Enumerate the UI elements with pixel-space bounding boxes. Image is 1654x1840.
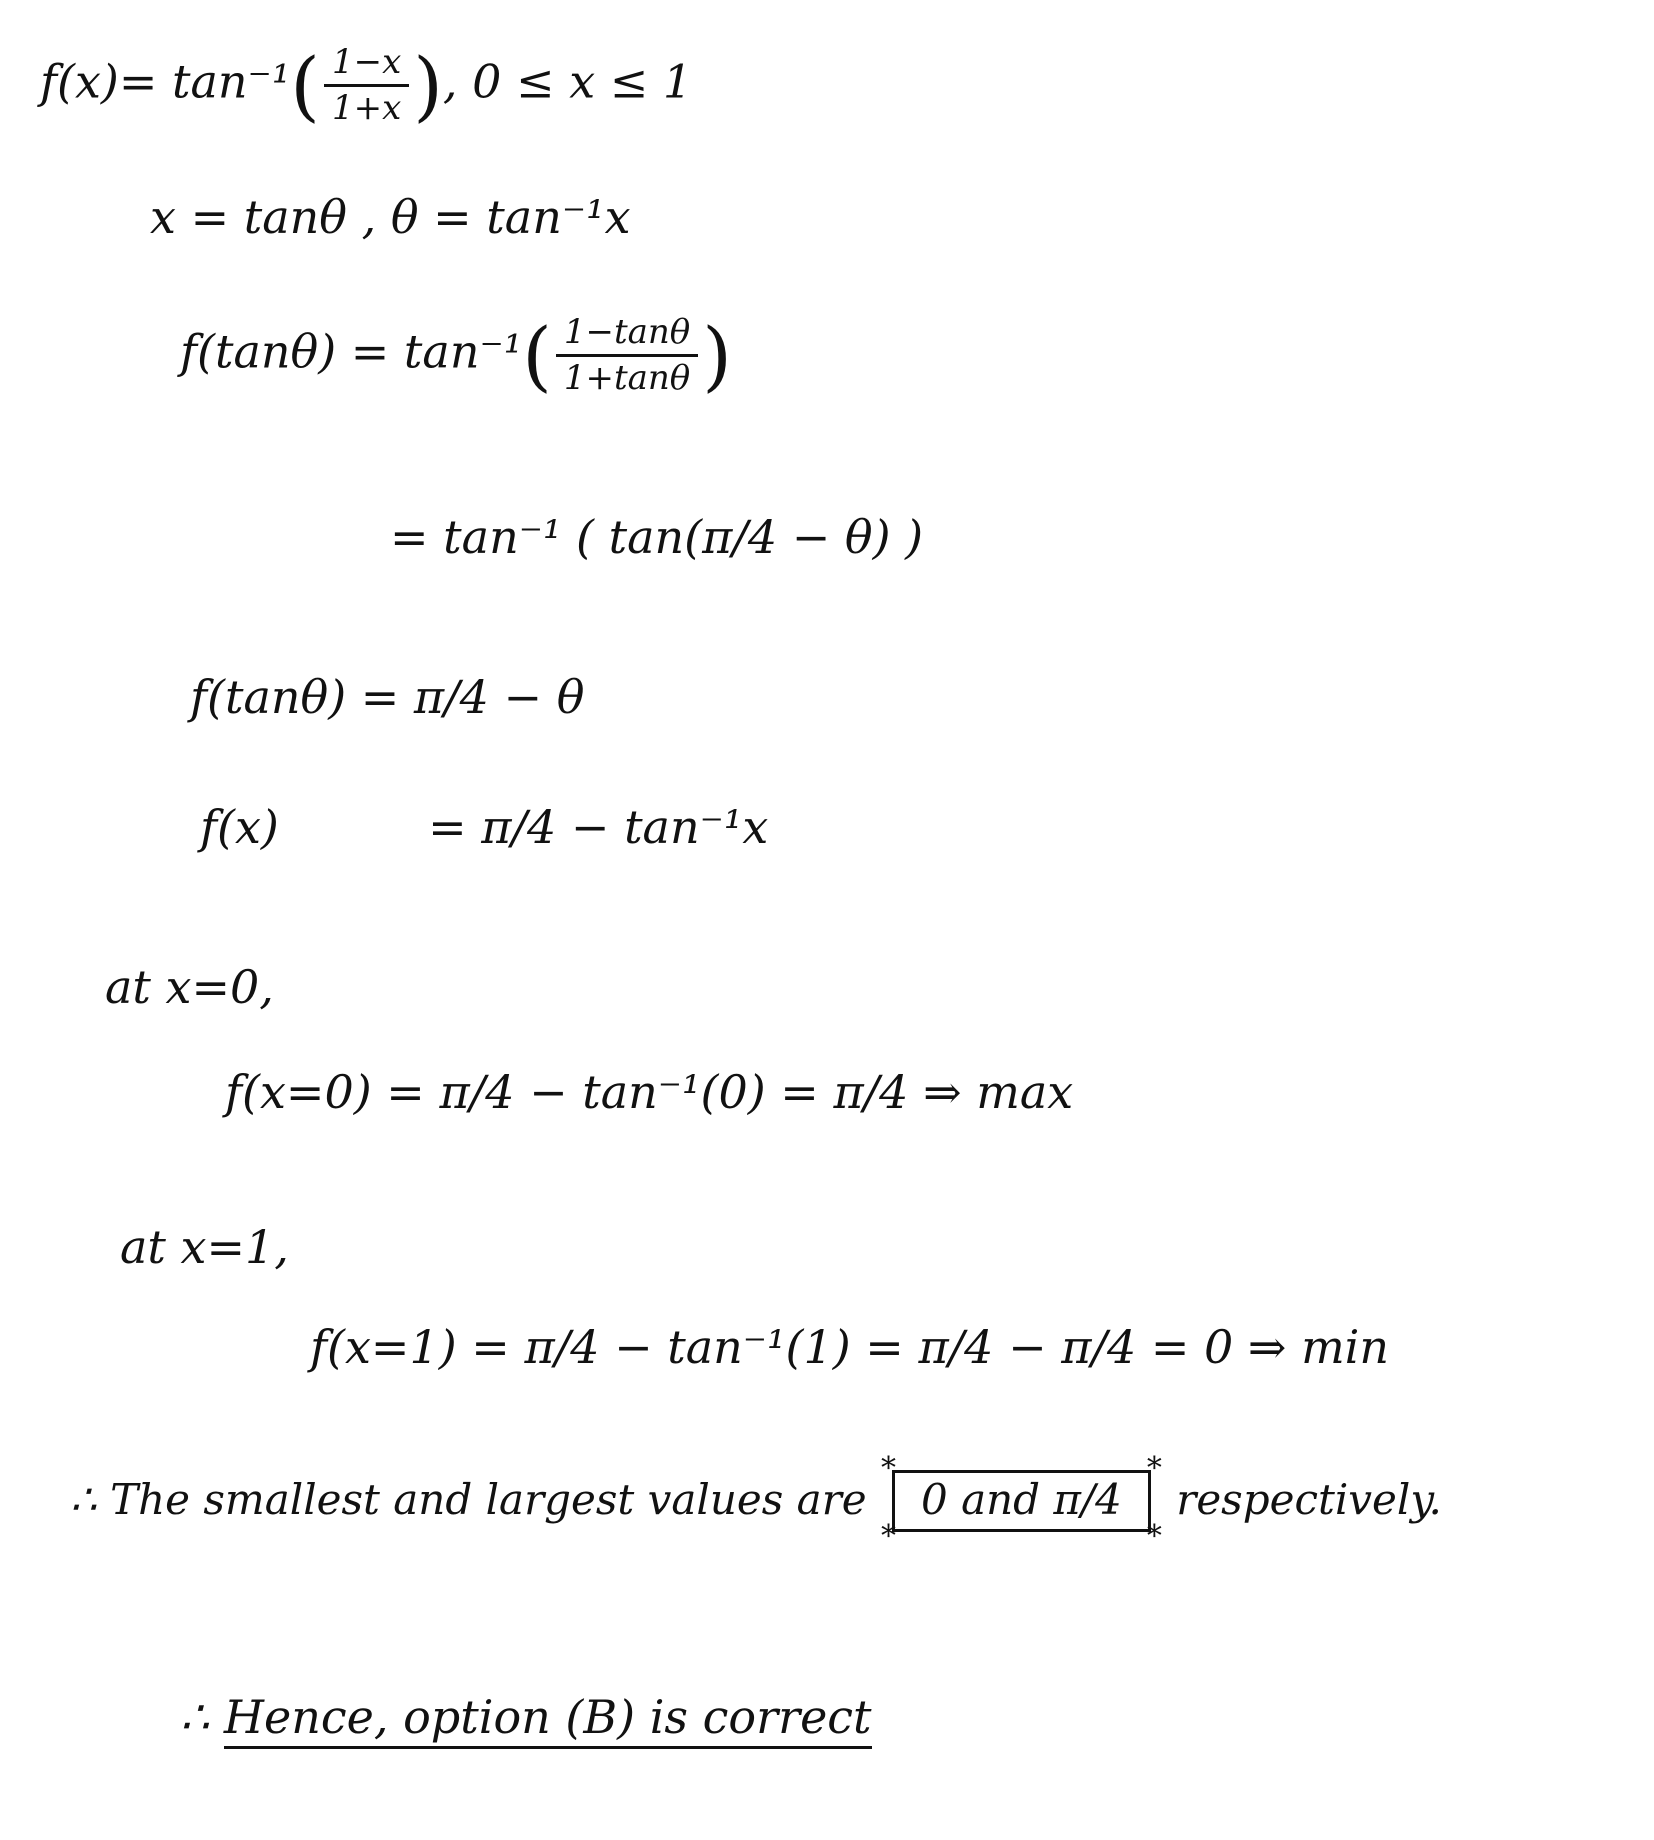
boxed-answer: [881, 1451, 1162, 1555]
conclusion-line: [70, 1451, 1442, 1555]
conclusion-suffix: respectively.: [1176, 1475, 1442, 1524]
function-lhs: f(x)= tan⁻¹: [40, 54, 291, 109]
fraction-numerator: 1−x: [324, 43, 409, 87]
fraction-denominator: 1+tanθ: [563, 358, 691, 399]
case-x1-heading: at x=1,: [120, 1220, 289, 1274]
star-mark: *: [881, 1451, 897, 1486]
min-value-line: f(x=1) = π/4 − tan⁻¹(1) = π/4 − π/4 = 0 ⇒ min: [310, 1320, 1390, 1374]
case-x0-heading: at x=0,: [105, 960, 274, 1014]
domain-condition: , 0 ≤ x ≤ 1: [442, 54, 693, 109]
final-answer-line: [180, 1690, 872, 1745]
star-mark: *: [881, 1519, 897, 1555]
fraction-x: [324, 43, 409, 128]
star-mark: *: [1146, 1451, 1162, 1486]
max-value-line: f(x=0) = π/4 − tan⁻¹(0) = π/4 ⇒ max: [225, 1065, 1074, 1119]
result-x-line: [200, 800, 768, 855]
star-mark: *: [1146, 1519, 1162, 1555]
substituted-lhs: f(tanθ) = tan⁻¹: [180, 324, 523, 379]
result-x-lhs: f(x): [200, 800, 279, 854]
substitution-line: x = tanθ , θ = tan⁻¹x: [150, 190, 631, 244]
function-definition: f(x)= tan⁻¹( $\frac{1-x}{1+x}$ ), 0 ≤ x ≤ 1: [40, 41, 693, 130]
simplification-line: = tan⁻¹ ( tan(π/4 − θ) ): [390, 510, 924, 564]
fraction-numerator: 1−tanθ: [556, 313, 698, 357]
therefore-symbol: ∴: [180, 1690, 210, 1744]
result-x-rhs: = π/4 − tan⁻¹x: [428, 800, 769, 854]
fraction-denominator: 1+x: [331, 88, 402, 129]
final-answer-text: Hence, option (B) is correct: [224, 1690, 872, 1749]
result-theta-line: f(tanθ) = π/4 − θ: [190, 670, 585, 724]
boxed-answer-text: 0 and π/4: [921, 1475, 1122, 1524]
conclusion-prefix: ∴ The smallest and largest values are: [70, 1475, 867, 1524]
fraction-tan: [556, 313, 698, 398]
substituted-function: f(tanθ) = tan⁻¹( $\frac{1-\tan\theta}{1+\tan\theta}$ ): [180, 311, 732, 400]
